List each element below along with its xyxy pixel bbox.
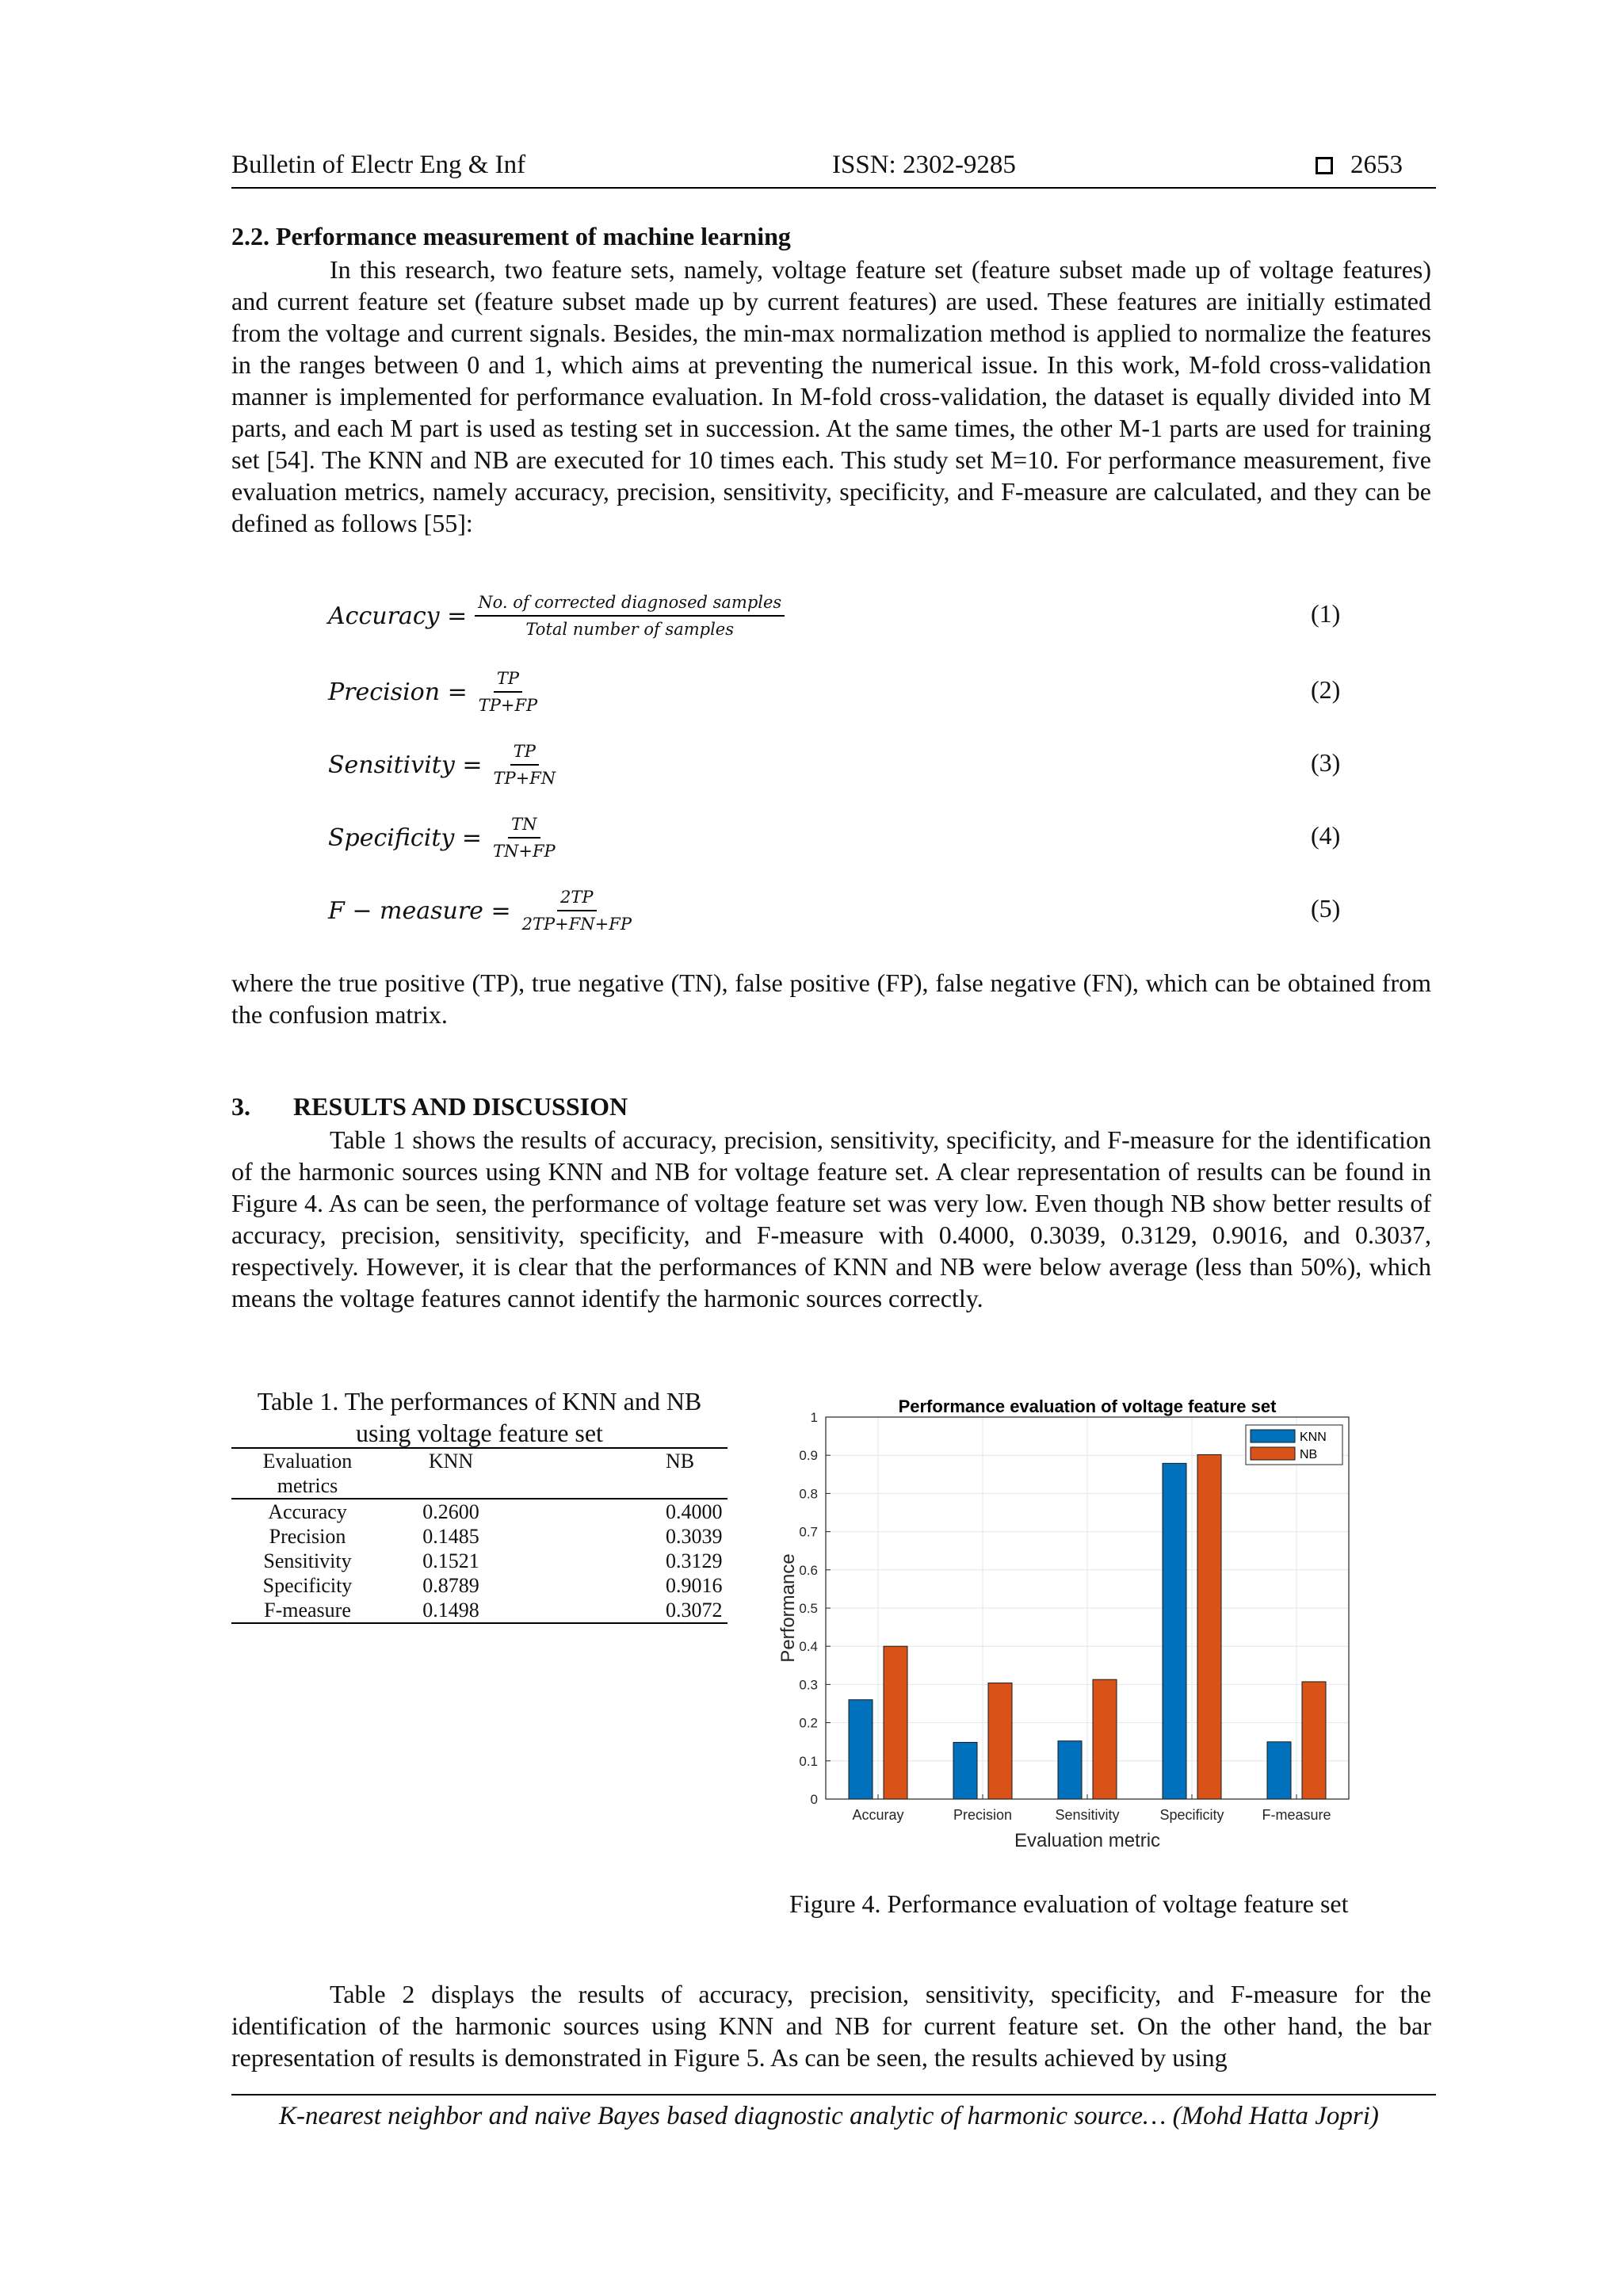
section-title: RESULTS AND DISCUSSION xyxy=(293,1092,628,1121)
bar-knn xyxy=(849,1700,873,1799)
table-cell-nb: 0.3072 xyxy=(666,1599,723,1622)
equation-number: (3) xyxy=(1311,748,1341,777)
equation-lhs: Accuracy = xyxy=(328,602,468,630)
table-cell-nb: 0.4000 xyxy=(666,1500,723,1523)
journal-name: Bulletin of Electr Eng & Inf xyxy=(231,151,526,179)
table-cell-knn: 0.1498 xyxy=(422,1599,479,1622)
square-icon xyxy=(1316,157,1333,174)
equation-lhs: Precision = xyxy=(328,678,468,706)
equation-sensitivity xyxy=(328,742,559,788)
bar-nb xyxy=(884,1646,907,1799)
equation-lhs: Specificity = xyxy=(328,823,482,852)
y-axis-label: Performance xyxy=(777,1553,799,1663)
legend-label-nb: NB xyxy=(1300,1448,1318,1461)
bar-nb xyxy=(1197,1454,1221,1799)
legend-label-knn: KNN xyxy=(1300,1431,1327,1444)
table-cell-metric: Precision xyxy=(269,1525,346,1548)
table1 xyxy=(231,1447,727,1624)
paragraph-text: where the true positive (TP), true negative (TN), false positive (FP), false negative (FN), which can be obtained from the confusion matrix. xyxy=(231,968,1431,1029)
table-cell-metric: Specificity xyxy=(262,1574,353,1597)
equation-numerator: TP xyxy=(510,742,539,766)
section-heading-2-2: 2.2. Performance measurement of machine learning xyxy=(231,222,791,250)
bar-nb xyxy=(1302,1682,1326,1799)
table-row xyxy=(231,1499,727,1524)
legend-swatch-knn xyxy=(1251,1430,1295,1442)
y-tick-label: 0.2 xyxy=(799,1715,818,1731)
issn: ISSN: 2302-9285 xyxy=(832,151,1016,179)
bar-nb xyxy=(988,1683,1012,1799)
table-cell-metric: Accuracy xyxy=(268,1500,347,1523)
section-3-paragraph xyxy=(231,1124,1431,1314)
x-tick-label: Precision xyxy=(953,1807,1013,1823)
table-header-row xyxy=(231,1448,727,1499)
bar-knn xyxy=(953,1742,977,1799)
equation-denominator: TP+FP xyxy=(478,696,538,715)
equation-denominator: Total number of samples xyxy=(525,620,735,639)
y-tick-label: 1 xyxy=(810,1410,818,1425)
table-row xyxy=(231,1524,727,1549)
caption-line: using voltage feature set xyxy=(356,1419,603,1447)
caption-line: Table 1. The performances of KNN and NB xyxy=(257,1387,702,1415)
equation-f-measure xyxy=(328,888,635,934)
y-tick-label: 0 xyxy=(810,1792,818,1807)
section-heading-3 xyxy=(231,1092,628,1121)
table-row xyxy=(231,1598,727,1623)
paragraph-text: Table 1 shows the results of accuracy, precision, sensitivity, specificity, and F-measure for the identification of the harmonic sources using KNN and NB for voltage feature set. A clear representation of results can be found in Figure 4. As can be seen, the performance of voltage feature set was very low. Even though NB show better results of accuracy, precision, sensitivity, specificity, and F-measure with 0.4000, 0.3039, 0.3129, 0.9016, and 0.3037, respectively. However, it is clear that the performances of KNN and NB were below average (less than 50%), which means the voltage features cannot identify the harmonic sources correctly. xyxy=(231,1125,1431,1312)
table-cell-knn: 0.1485 xyxy=(422,1525,479,1548)
table-row xyxy=(231,1549,727,1573)
equation-numerator: TP xyxy=(494,669,522,693)
table-cell-metric: Sensitivity xyxy=(263,1549,352,1572)
equation-number: (5) xyxy=(1311,894,1341,923)
equation-denominator: TP+FN xyxy=(493,769,556,788)
equation-number: (2) xyxy=(1311,675,1341,704)
figure4-caption: Figure 4. Performance evaluation of voltage feature set xyxy=(789,1889,1349,1918)
x-tick-label: Sensitivity xyxy=(1055,1807,1120,1823)
bar-nb xyxy=(1093,1679,1117,1799)
equation-specificity xyxy=(328,815,559,861)
table-cell-nb: 0.9016 xyxy=(666,1574,723,1597)
footer-citation: K-nearest neighbor and naïve Bayes based diagnostic analytic of harmonic source… (Mohd Hatta Jopri) xyxy=(279,2102,1379,2130)
bar-knn xyxy=(1163,1463,1186,1799)
equation-number: (4) xyxy=(1311,821,1341,850)
equation-denominator: TN+FP xyxy=(493,842,556,861)
table-cell-knn: 0.8789 xyxy=(422,1574,479,1597)
figure4-chart xyxy=(773,1396,1376,1872)
legend-swatch-nb xyxy=(1251,1447,1295,1460)
paragraph-text: Table 2 displays the results of accuracy, precision, sensitivity, specificity, and F-measure for the identification of the harmonic sources using KNN and NB for current feature set. On the other hand, the bar representation of results is demonstrated in Figure 5. As can be seen, the results achieved by using xyxy=(231,1980,1431,2072)
equation-lhs: F − measure = xyxy=(328,896,511,925)
table-cell-knn: 0.1521 xyxy=(422,1549,479,1572)
equation-precision xyxy=(328,669,540,715)
footer-rule xyxy=(231,2094,1436,2095)
table-cell-nb: 0.3039 xyxy=(666,1525,723,1548)
x-tick-label: F-measure xyxy=(1262,1807,1331,1823)
table-cell-knn: 0.2600 xyxy=(422,1500,479,1523)
bar-knn xyxy=(1267,1742,1291,1799)
y-tick-label: 0.3 xyxy=(799,1677,818,1693)
y-tick-label: 0.6 xyxy=(799,1562,818,1578)
header-nb: NB xyxy=(666,1450,695,1473)
y-tick-label: 0.9 xyxy=(799,1448,818,1464)
section-number: 3. xyxy=(231,1092,250,1121)
equation-accuracy xyxy=(328,593,785,639)
section-2-2-paragraph xyxy=(231,254,1431,539)
header-metric: Evaluation metrics xyxy=(262,1450,353,1497)
chart-title: Performance evaluation of voltage feature set xyxy=(898,1396,1277,1416)
header-knn: KNN xyxy=(428,1450,474,1473)
x-axis-label: Evaluation metric xyxy=(1014,1830,1161,1851)
y-tick-label: 0.8 xyxy=(799,1486,818,1502)
equation-denominator: 2TP+FN+FP xyxy=(521,915,632,934)
table-cell-nb: 0.3129 xyxy=(666,1549,723,1572)
y-tick-label: 0.4 xyxy=(799,1639,818,1655)
bar-knn xyxy=(1058,1741,1082,1799)
table1-caption xyxy=(231,1385,727,1449)
equation-lhs: Sensitivity = xyxy=(328,751,483,779)
equation-numerator: TN xyxy=(508,815,540,839)
y-tick-label: 0.5 xyxy=(799,1601,818,1616)
where-paragraph xyxy=(231,967,1431,1030)
x-tick-label: Specificity xyxy=(1159,1807,1224,1823)
header-rule xyxy=(231,187,1436,189)
y-tick-label: 0.7 xyxy=(799,1524,818,1540)
table-cell-metric: F-measure xyxy=(264,1599,351,1622)
equation-numerator: No. of corrected diagnosed samples xyxy=(475,593,785,617)
y-tick-label: 0.1 xyxy=(799,1753,818,1769)
equation-numerator: 2TP xyxy=(557,888,597,911)
x-tick-label: Accuray xyxy=(852,1807,904,1823)
closing-paragraph xyxy=(231,1978,1431,2073)
page-number-block xyxy=(1316,151,1403,180)
equation-number: (1) xyxy=(1311,599,1341,628)
paragraph-text: In this research, two feature sets, namely, voltage feature set (feature subset made up of voltage features) and current feature set (feature subset made up by current features) are used. These features are initially estimated from the voltage and current signals. Besides, the min-max normalization method is applied to normalize the features in the ranges between 0 and 1, which aims at preventing the numerical issue. In this work, M-fold cross-validation manner is implemented for performance evaluation. In M-fold cross-validation, the dataset is equally divided into M parts, and each M part is used as testing set in succession. At the same times, the other M-1 parts are used for training set [54]. The KNN and NB are executed for 10 times each. This study set M=10. For performance measurement, five evaluation metrics, namely accuracy, precision, sensitivity, specificity, and F-measure are calculated, and they can be defined as follows [55]: xyxy=(231,255,1431,537)
page-number: 2653 xyxy=(1350,151,1403,179)
table-row xyxy=(231,1573,727,1598)
